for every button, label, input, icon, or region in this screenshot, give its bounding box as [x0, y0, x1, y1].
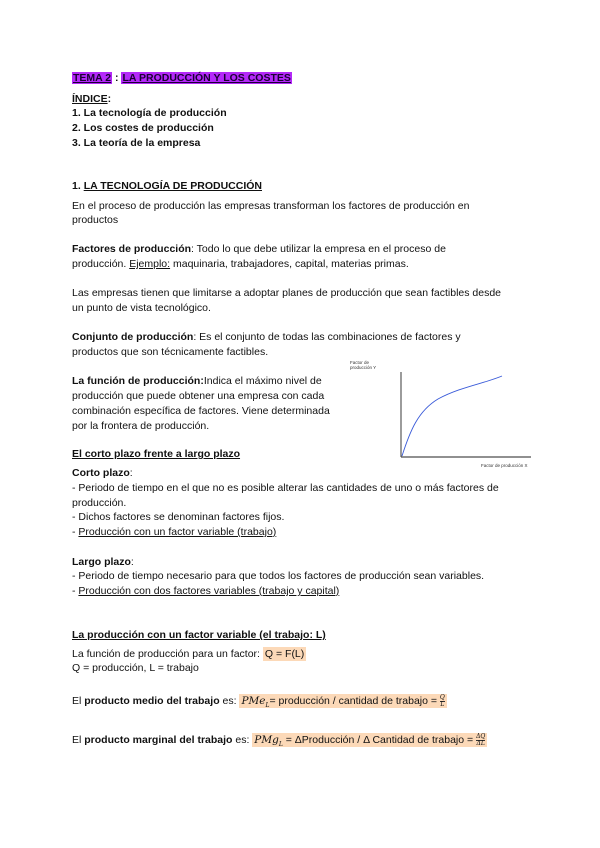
marginal-denominator: ΔL [476, 739, 485, 747]
production-frontier-graph [338, 356, 538, 472]
medio-denominator: L [440, 700, 445, 708]
ejemplo-label: Ejemplo: [129, 258, 171, 270]
graph-y-label: Factor de [350, 360, 370, 365]
medio-subscript: L [265, 702, 270, 710]
conjunto-line: productos que son técnicamente factibles. [72, 346, 269, 358]
list-item: - Periodo de tiempo necesario para que todos los factores de producción sean variables. [72, 570, 485, 582]
section-heading-text: LA TECNOLOGÍA DE PRODUCCIÓN [83, 180, 262, 192]
subheading-un-factor: La producción con un factor variable (el trabajo: L) [72, 629, 326, 641]
indice-item: 2. Los costes de producción [72, 122, 214, 134]
marginal-fraction [476, 734, 485, 747]
medio-numerator: Q [439, 693, 445, 701]
list-item: - Dichos factores se denominan factores fijos. [72, 511, 285, 523]
funcion-paragraph [72, 374, 322, 389]
medio-pre: El [72, 695, 85, 707]
funcion-un-factor [72, 647, 306, 662]
graph-x-label: Factor de producción X [481, 463, 528, 468]
marginal-equation: = ΔProducción / Δ Cantidad de trabajo = [282, 734, 477, 746]
title-text: LA PRODUCCIÓN Y LOS COSTES [122, 72, 291, 84]
intro-line: productos [72, 214, 119, 226]
title-sep: : [112, 72, 122, 84]
section-number: 1. [72, 180, 84, 192]
marginal-subscript: L [278, 741, 283, 749]
marginal-es: es: [232, 734, 253, 746]
conjunto-text: : Es el conjunto de todas las combinaciones de factores y [193, 331, 461, 343]
largo-dos-factores: Producción con dos factores variables (trabajo y capital) [78, 585, 340, 597]
largo-heading [72, 555, 134, 570]
factores-text: : Todo lo que debe utilizar la empresa en el proceso de [191, 243, 446, 255]
intro-line: En el proceso de producción las empresas transforman los factores de producción en [72, 200, 470, 212]
limit-line: Las empresas tienen que limitarse a adoptar planes de producción que sean factibles desde [72, 287, 502, 299]
funcion-line: producción que puede obtener una empresa con cada [72, 390, 325, 402]
q-definition: Q = producción, L = trabajo [72, 662, 199, 674]
largo-heading-text: Largo plazo [72, 556, 131, 568]
marginal-term: producto marginal del trabajo [84, 734, 233, 746]
medio-term: producto medio del trabajo [84, 695, 220, 707]
producto-medio-line [72, 694, 447, 713]
corto-un-factor: Producción con un factor variable (trabajo) [78, 526, 277, 538]
producto-marginal-line [72, 733, 487, 752]
marginal-numerator: ΔQ [476, 732, 486, 740]
medio-fraction [440, 695, 445, 708]
marginal-formula [252, 733, 487, 747]
list-item [72, 584, 339, 599]
indice-heading [72, 92, 111, 107]
medio-symbol: PMe [241, 695, 266, 707]
corto-heading-text: Corto plazo [72, 467, 130, 479]
list-dash: - [72, 526, 79, 538]
limit-line: un punto de vista tecnológico. [72, 302, 211, 314]
factores-examples: maquinaria, trabajadores, capital, materias primas. [170, 258, 409, 270]
largo-colon: : [130, 556, 134, 568]
list-item [72, 525, 276, 540]
funcion-term: La función de producción: [72, 375, 204, 387]
funcion-line: por la frontera de producción. [72, 420, 210, 432]
corto-colon: : [129, 467, 133, 479]
medio-formula [239, 694, 446, 708]
graph-production-curve [402, 376, 502, 456]
list-item: - Periodo de tiempo en el que no es posible alterar las cantidades de uno o más factores de [72, 482, 499, 494]
funcion-line: combinación específica de factores. Viene determinada [72, 405, 330, 417]
subheading-corto-largo: El corto plazo frente a largo plazo [72, 448, 241, 460]
medio-equation: = producción / cantidad de trabajo = [269, 695, 440, 707]
corto-heading [72, 466, 133, 481]
medio-es: es: [219, 695, 240, 707]
funcion-text: Indica el máximo nivel de [203, 375, 322, 387]
indice-heading-text: ÍNDICE [72, 93, 108, 105]
list-item-cont: producción. [72, 497, 127, 509]
section-heading [72, 179, 262, 194]
marginal-symbol: PMg [254, 734, 279, 746]
indice-item: 1. La tecnología de producción [72, 107, 227, 119]
list-dash: - [72, 585, 79, 597]
indice-colon: : [107, 93, 112, 105]
page-title [72, 71, 292, 86]
factores-paragraph [72, 242, 446, 257]
funcion-formula: Q = F(L) [264, 648, 305, 660]
indice-item: 3. La teoría de la empresa [72, 137, 201, 149]
conjunto-term: Conjunto de producción [72, 331, 194, 343]
conjunto-paragraph [72, 330, 461, 345]
factores-paragraph-line2 [72, 257, 409, 272]
funcion-un-factor-text: La función de producción para un factor: [72, 648, 263, 660]
marginal-pre: El [72, 734, 85, 746]
factores-term: Factores de producción [72, 243, 192, 255]
title-tema: TEMA 2 [73, 72, 112, 84]
graph-y-label: producción Y [350, 365, 377, 370]
factores-text: producción. [72, 258, 130, 270]
